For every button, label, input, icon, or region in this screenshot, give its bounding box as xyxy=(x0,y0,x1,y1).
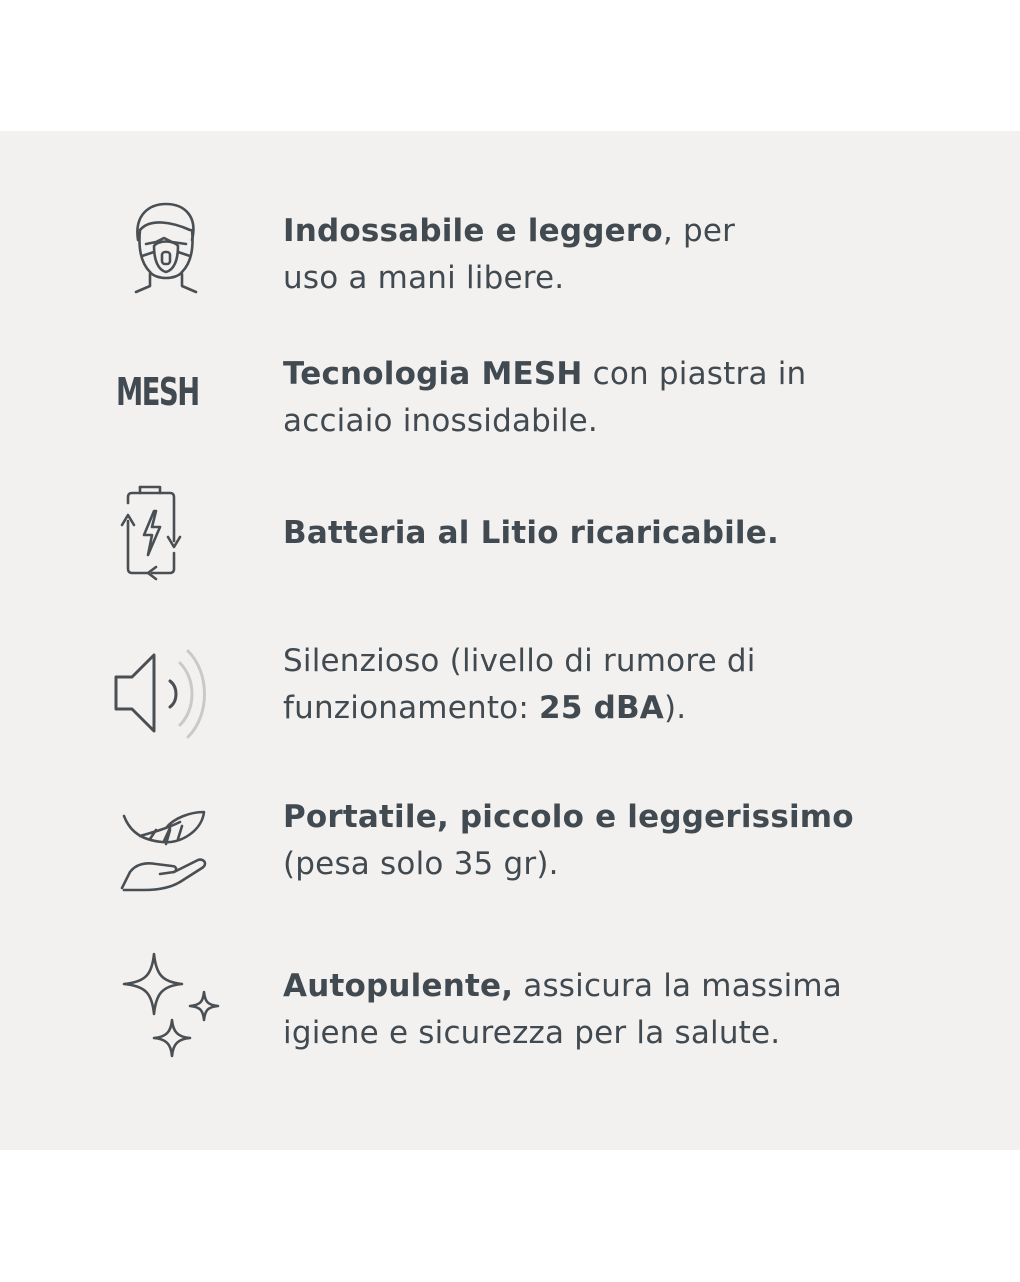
feature-wearable-rest: , per xyxy=(662,213,736,249)
feature-silent-text xyxy=(283,638,983,732)
feature-battery-text xyxy=(283,510,983,557)
feature-portable-text xyxy=(283,794,983,888)
mesh-icon-label: MESH xyxy=(116,370,199,414)
feature-silent-noise-value: 25 dBA xyxy=(539,690,664,726)
feature-mesh-line2: acciaio inossidabile. xyxy=(283,403,598,439)
feature-mesh-bold: Tecnologia MESH xyxy=(283,356,583,392)
sparkles-icon xyxy=(120,950,250,1070)
feature-silent-line2-pre: funzionamento: xyxy=(283,690,540,726)
feature-mesh-text xyxy=(283,351,983,445)
feature-selfcleaning-text xyxy=(283,963,983,1057)
feature-wearable-line2: uso a mani libere. xyxy=(283,260,565,296)
feature-wearable-text xyxy=(283,208,983,302)
feather-on-hand-icon xyxy=(120,806,250,896)
feature-battery-bold: Batteria al Litio ricaricabile. xyxy=(283,515,779,551)
feature-selfcleaning-bold: Autopulente, xyxy=(283,968,514,1004)
feature-mesh-rest: con piastra in xyxy=(582,356,807,392)
feature-selfcleaning-rest: assicura la massima xyxy=(513,968,843,1004)
speaker-sound-icon xyxy=(114,645,244,745)
feature-portable-line2: (pesa solo 35 gr). xyxy=(283,846,559,882)
mesh-text-icon xyxy=(116,370,246,414)
feature-silent-line2-post: ). xyxy=(664,690,687,726)
feature-selfcleaning-line2: igiene e sicurezza per la salute. xyxy=(283,1015,781,1051)
feature-portable-bold: Portatile, piccolo e leggerissimo xyxy=(283,799,854,835)
face-mask-icon xyxy=(128,200,258,300)
feature-wearable-bold: Indossabile e leggero xyxy=(283,213,663,249)
feature-silent-line1: Silenzioso (livello di rumore di xyxy=(283,643,756,679)
rechargeable-battery-icon xyxy=(114,483,244,583)
